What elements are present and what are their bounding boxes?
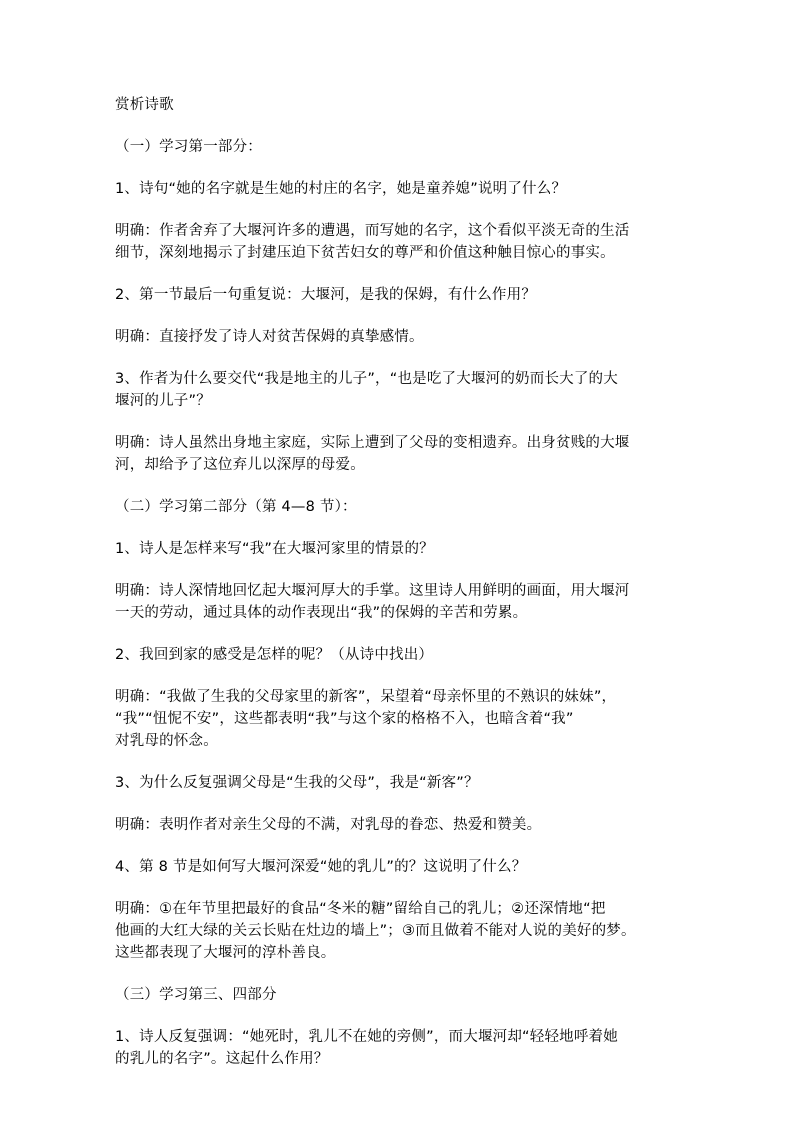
text-line: 3、作者为什么要交代“我是地主的儿子”，“也是吃了大堰河的奶而长大了的大 <box>115 371 618 387</box>
paragraph <box>115 772 685 794</box>
text-line: 3、为什么反复强调父母是“生我的父母”，我是“新客”？ <box>115 775 479 791</box>
text-line: 他画的大红大绿的关云长贴在灶边的墙上”；③而且做着不能对人说的美好的梦。 <box>115 923 636 939</box>
text-line: 对乳母的怀念。 <box>115 733 218 749</box>
paragraph <box>115 1026 685 1070</box>
text-line: 细节，深刻地揭示了封建压迫下贫苦妇女的尊严和价值这种触目惊心的事实。 <box>115 245 615 261</box>
paragraph <box>115 898 685 964</box>
text-line: 赏析诗歌 <box>115 97 174 113</box>
text-line: 河，却给予了这位弃儿以深厚的母爱。 <box>115 457 365 473</box>
paragraph <box>115 644 685 666</box>
text-line: 这些都表现了大堰河的淳朴善良。 <box>115 945 336 961</box>
paragraph <box>115 538 685 560</box>
text-line: 1、诗句“她的名字就是生她的村庄的名字，她是童养媳”说明了什么？ <box>115 181 567 197</box>
text-line: 堰河的儿子”？ <box>115 393 211 409</box>
text-line: 1、诗人是怎样来写“我”在大堰河家里的情景的？ <box>115 541 434 557</box>
paragraph <box>115 94 685 116</box>
text-line: “我”“忸怩不安”，这些都表明“我”与这个家的格格不入，也暗含着“我” <box>115 711 574 727</box>
paragraph <box>115 814 685 836</box>
paragraph <box>115 368 685 412</box>
document-body <box>115 94 685 1090</box>
paragraph <box>115 580 685 624</box>
text-line: 明确：①在年节里把最好的食品“冬米的糖”留给自己的乳儿；②还深情地“把 <box>115 901 606 917</box>
text-line: 的乳儿的名字”。这起什么作用？ <box>115 1051 329 1067</box>
paragraph <box>115 178 685 200</box>
text-line: （一）学习第一部分： <box>115 139 262 155</box>
paragraph <box>115 984 685 1006</box>
text-line: 明确：直接抒发了诗人对贫苦保姆的真挚感情。 <box>115 329 424 345</box>
text-line: 一天的劳动，通过具体的动作表现出“我”的保姆的辛苦和劳累。 <box>115 605 528 621</box>
paragraph <box>115 326 685 348</box>
text-line: 明确：作者舍弃了大堰河许多的遭遇，而写她的名字，这个看似平淡无奇的生活 <box>115 223 630 239</box>
text-line: （三）学习第三、四部分 <box>115 987 277 1003</box>
paragraph <box>115 432 685 476</box>
paragraph <box>115 284 685 306</box>
paragraph <box>115 136 685 158</box>
paragraph <box>115 496 685 518</box>
text-line: 4、第 8 节是如何写大堰河深爱“她的乳儿”的？这说明了什么？ <box>115 859 527 875</box>
text-line: （二）学习第二部分（第 4—8 节）： <box>115 499 357 515</box>
text-line: 1、诗人反复强调：“她死时，乳儿不在她的旁侧”，而大堰河却“轻轻地呼着她 <box>115 1029 618 1045</box>
text-line: 2、我回到家的感受是怎样的呢？（从诗中找出） <box>115 647 434 663</box>
text-line: 明确：诗人深情地回忆起大堰河厚大的手掌。这里诗人用鲜明的画面，用大堰河 <box>115 583 630 599</box>
paragraph <box>115 220 685 264</box>
text-line: 2、第一节最后一句重复说：大堰河，是我的保姆，有什么作用？ <box>115 287 537 303</box>
paragraph <box>115 856 685 878</box>
paragraph <box>115 686 685 752</box>
text-line: 明确：“我做了生我的父母家里的新客”，呆望着“母亲怀里的不熟识的妹妹”， <box>115 689 617 705</box>
text-line: 明确：表明作者对亲生父母的不满，对乳母的眷恋、热爱和赞美。 <box>115 817 542 833</box>
text-line: 明确：诗人虽然出身地主家庭，实际上遭到了父母的变相遗弃。出身贫贱的大堰 <box>115 435 630 451</box>
